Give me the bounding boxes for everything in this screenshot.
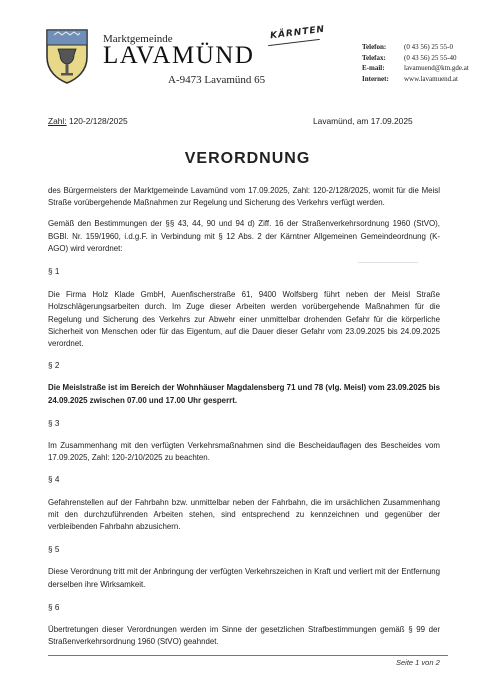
reference-number [48,116,128,126]
document-body [48,185,440,648]
municipality-address: A-9473 Lavamünd 65 [168,74,266,86]
coat-of-arms-logo [44,27,90,85]
section-text-2: Die Meislstraße ist im Bereich der Wohnhäuser Magdalensberg 71 und 78 (vlg. Meisl) vom 23.09.2025 bis 24.09.2025 zwischen 07.00 und 17.00 Uhr gesperrt. [48,383,440,405]
municipality-label: Marktgemeinde [103,33,173,45]
contact-block [362,42,469,84]
town-name: LAVAMÜND [103,42,255,69]
footer-divider [48,655,448,656]
section-text-4: Gefahrenstellen auf der Fahrbahn bzw. unmittelbar neben der Fahrbahn, die im ursächlichen Zusammenhang mit den durchzuführenden Arbeiten stehen, sind entsprechend zu kennzeichnen und gegenüber der verbleibenden Fahrbahn abzusichern. [48,497,440,532]
reference-value: 120-2/128/2025 [68,116,128,126]
section-heading-5: § 5 [48,545,60,555]
section-text-1: Die Firma Holz Klade GmbH, Auenfischerstraße 61, 9400 Wolfsberg führt neben der Meisl Straße Holzschlägerungsarbeiten durch. Im Zuge dieser Arbeiten werden vorübergehende Maßnahmen für die Regelung und Sicherung des Verkehrs zur Abwehr einer unmittelbar drohenden Gefahr für die körperliche Sicherheit von Menschen oder für das Eigentum, auf die Dauer dieser Gefahr vom 23.09.2025 bis 24.09.2025 verordnet. [48,290,440,349]
section-text-3: Im Zusammenhang mit den verfügten Verkehrsmaßnahmen sind die Bescheidauflagen des Bescheides vom 17.09.2025, Zahl: 120-2/10/2025 zu beachten. [48,441,440,463]
legal-basis-paragraph: Gemäß den Bestimmungen der §§ 43, 44, 90 und 94 d) Ziff. 16 der Straßenverkehrsordnung 1960 (StVO), BGBl. Nr. 159/1960, i.d.g.F. in Verbindung mit § 12 Abs. 2 der Kärntner Allgemeinen Gemeindeordnung (K-AGO) wird verordnet: [48,219,440,253]
page-number: Seite 1 von 2 [396,658,440,667]
section-heading-6: § 6 [48,602,60,612]
section-heading-2: § 2 [48,361,60,371]
section-text-6: Übertretungen dieser Verordnungen werden im Sinne der gesetzlichen Strafbestimmungen gemäß § 99 der Straßenverkehrsordnung 1960 (StVO) geahndet. [48,625,440,647]
contact-fax: Telefax: (0 43 56) 25 55-40 [362,53,457,62]
intro-paragraph: des Bürgermeisters der Marktgemeinde Lavamünd vom 17.09.2025, Zahl: 120-2/128/2025, womit für die Meisl Straße vorübergehende Maßnahmen zur Regelung und Sicherung des Verkehrs verfügt werden. [48,186,440,208]
contact-website: Internet: www.lavamuend.at [362,74,458,83]
document-title: VERORDNUNG [184,150,311,167]
place-date: Lavamünd, am 17.09.2025 [313,116,413,126]
handwritten-state-label: KÄRNTEN [269,24,326,42]
contact-email: E-mail: lavamuend@ktn.gde.at [362,64,469,72]
section-heading-4: § 4 [48,475,60,485]
section-text-5: Diese Verordnung tritt mit der Anbringung der verfügten Verkehrszeichen in Kraft und verliert mit der Entfernung derselben ihre Wirksamkeit. [48,567,440,589]
reference-label: Zahl: [48,116,67,126]
section-heading-1: § 1 [48,267,60,277]
contact-phone: Telefon: (0 43 56) 25 55-0 [362,43,453,51]
section-heading-3: § 3 [48,418,60,428]
